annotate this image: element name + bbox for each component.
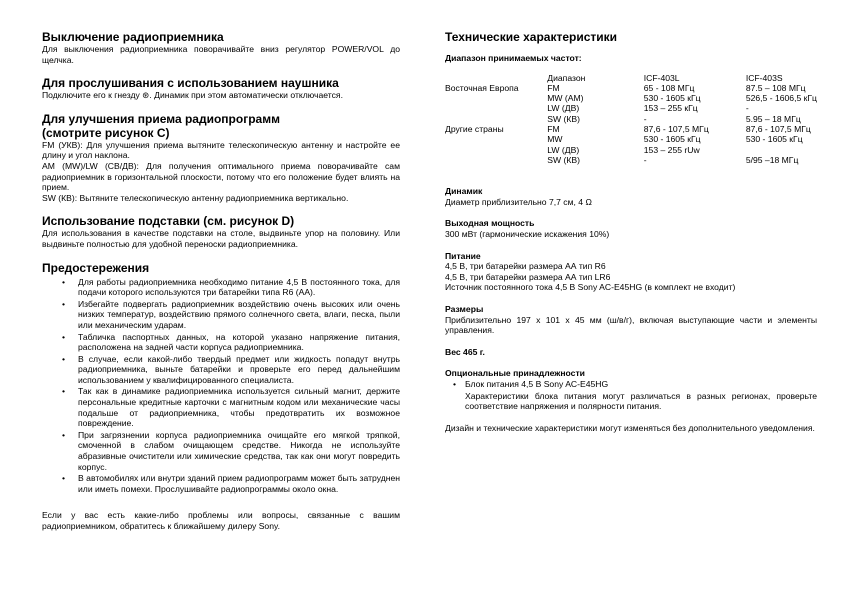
supply-line: Источник постоянного тока 4,5 В Sony AC-E45HG (в комплект не входит) (445, 282, 736, 293)
section-text: Подключите его к гнезду ⊛. Динамик при этом автоматически отключается. (42, 90, 343, 101)
power-output-text: 300 мВт (гармонические искажения 10%) (445, 229, 610, 240)
precautions-list (42, 277, 400, 495)
supply-block (445, 251, 817, 293)
bullet-icon: • (62, 429, 66, 440)
table-header-row (445, 73, 817, 83)
bullet-icon: • (62, 473, 66, 484)
power-output-heading: Выходная мощность (445, 218, 535, 229)
weight-text: Вес 465 г. (445, 346, 485, 357)
header-model-l: ICF-403L (643, 72, 680, 83)
accessories-block (445, 368, 817, 411)
list-item: • Блок питания 4,5 В Sony AC-E45HG (453, 378, 609, 389)
sw-text: SW (КВ): Вытяните телескопическую антенну радиоприемника вертикально. (42, 192, 349, 203)
section-stand (42, 214, 400, 249)
list-item: • Избегайте подвергать радиоприемник воздействию очень высоких или очень низких температур, воздействию прямого солнечного света, влаги, песка, пыли или механическим ударам. (62, 298, 400, 330)
frequency-table (445, 73, 817, 166)
section-title: Предостережения (42, 260, 150, 275)
am-text: AM (MW)/LW (СВ/ДВ): Для получения оптимального приема поворачивайте сам радиоприемник в горизонтальной плоскости, потому что его положение будет влиять на прием. (42, 160, 400, 193)
table-row: SW (КВ) - 5/95 –18 МГц (547, 154, 799, 165)
table-row: MW 530 - 1605 кГц 530 - 1605 кГц (547, 134, 803, 145)
section-precautions (42, 261, 400, 495)
section-text: Для выключения радиоприемника поворачивайте вниз регулятор POWER/VOL до щелчка. (42, 44, 400, 65)
bullet-icon: • (62, 353, 66, 364)
list-item: • В автомобилях или внутри зданий прием радиопрограмм может быть затруднен или иметь помехи. Прослушивайте радиопрограммы около окна. (62, 473, 400, 494)
section-text: Для использования в качестве подставки на столе, выдвиньте упор на половину. Или выдвиньте полностью для удобной переноски радиоприемника. (42, 228, 400, 249)
accessories-list (445, 379, 817, 390)
list-item: • Для работы радиоприемника необходимо питание 4,5 В постоянного тока, для подачи которого используются три батарейки типа R6 (AA). (62, 276, 400, 298)
dimensions-block (445, 304, 817, 336)
list-item: • В случае, если какой-либо твердый предмет или жидкость попадут внутрь радиоприемника, выньте батарейки и проверьте его перед дальнейшим использованием у квалифицированного специалиста. (62, 353, 400, 385)
fm-text: FM (УКВ): Для улучшения приема вытяните телескопическую антенну и настройте ее длину и угол наклона. (42, 139, 400, 161)
section-subtitle: (смотрите рисунок C) (42, 125, 170, 140)
bullet-icon: • (62, 386, 66, 397)
left-column (42, 0, 400, 532)
header-model-s: ICF-403S (745, 72, 783, 83)
bullet-icon: • (62, 298, 66, 309)
bullet-icon: • (62, 331, 66, 342)
accessories-note: Характеристики блока питания могут различаться в разных регионах, проверьте соответствие напряжения и полярности питания. (465, 390, 817, 412)
table-row: LW (ДВ) 153 – 255 rUw (547, 144, 700, 155)
supply-heading: Питание (445, 250, 481, 261)
disclaimer-text: Дизайн и технические характеристики могут изменяться без дополнительного уведомления. (445, 422, 815, 433)
footer-text: Если у вас есть какие-либо проблемы или вопросы, связанные с вашим радиоприемником, обратитесь к ближайшему дилеру Sony. (42, 510, 400, 531)
table-row: Восточная Европа FM 65 - 108 МГц 87.5 – 108 МГц (445, 82, 806, 93)
speaker-block (445, 186, 817, 207)
right-column (445, 0, 817, 433)
list-item: • При загрязнении корпуса радиоприемника очищайте его мягкой тряпкой, смоченной в слабом очищающем средстве. Никогда не используйте абразивные очистители или химические средства, так как они могут повредить корпус. (62, 429, 400, 472)
section-title: Для прослушивания с использованием наушника (42, 76, 339, 91)
supply-line: 4,5 В, три батарейки размера АА тип R6 (445, 261, 606, 272)
section-title: Использование подставки (см. рисунок D) (42, 214, 295, 229)
section-reception (42, 112, 400, 204)
bullet-icon: • (453, 378, 457, 389)
table-row: MW (AM) 530 - 1605 кГц 526,5 - 1606,5 кГц (547, 93, 817, 104)
list-item: • Табличка паспортных данных, на которой указано напряжение питания, расположена на задней части корпуса радиоприемника. (62, 331, 400, 353)
table-row: LW (ДВ) 153 – 255 кГц - (547, 103, 749, 114)
dimensions-text: Приблизительно 197 x 101 x 45 мм (ш/в/г), включая выступающие части и элементы управления. (445, 314, 817, 336)
table-row: SW (КВ) - 5.95 – 18 МГц (547, 113, 801, 124)
dimensions-heading: Размеры (445, 304, 484, 315)
speaker-text: Диаметр приблизительно 7,7 см, 4 Ω (445, 196, 592, 207)
section-headphones (42, 76, 400, 101)
bullet-icon: • (62, 276, 66, 287)
section-title: Для улучшения приема радиопрограмм (42, 111, 280, 126)
section-power-off (42, 30, 400, 65)
list-item: • Так как в динамике радиоприемника используется сильный магнит, держите персональные кредитные карточки с магнитным кодом или механические часы подальше от радиоприемника, чтобы предотвратить их возможное повреждение. (62, 386, 400, 429)
speaker-heading: Динамик (445, 186, 483, 197)
accessories-heading: Опциональные принадлежности (445, 368, 585, 379)
section-title: Выключение радиоприемника (42, 30, 224, 44)
header-band: Диапазон (547, 72, 586, 83)
table-row: Другие страны FM 87,6 - 107,5 МГц 87,6 - 107,5 МГц (445, 124, 811, 135)
specs-title: Технические характеристики (445, 30, 618, 44)
freq-heading: Диапазон принимаемых частот: (445, 53, 582, 63)
power-output-block (445, 218, 817, 239)
supply-line: 4,5 В, три батарейки размера АА тип LR6 (445, 271, 611, 282)
